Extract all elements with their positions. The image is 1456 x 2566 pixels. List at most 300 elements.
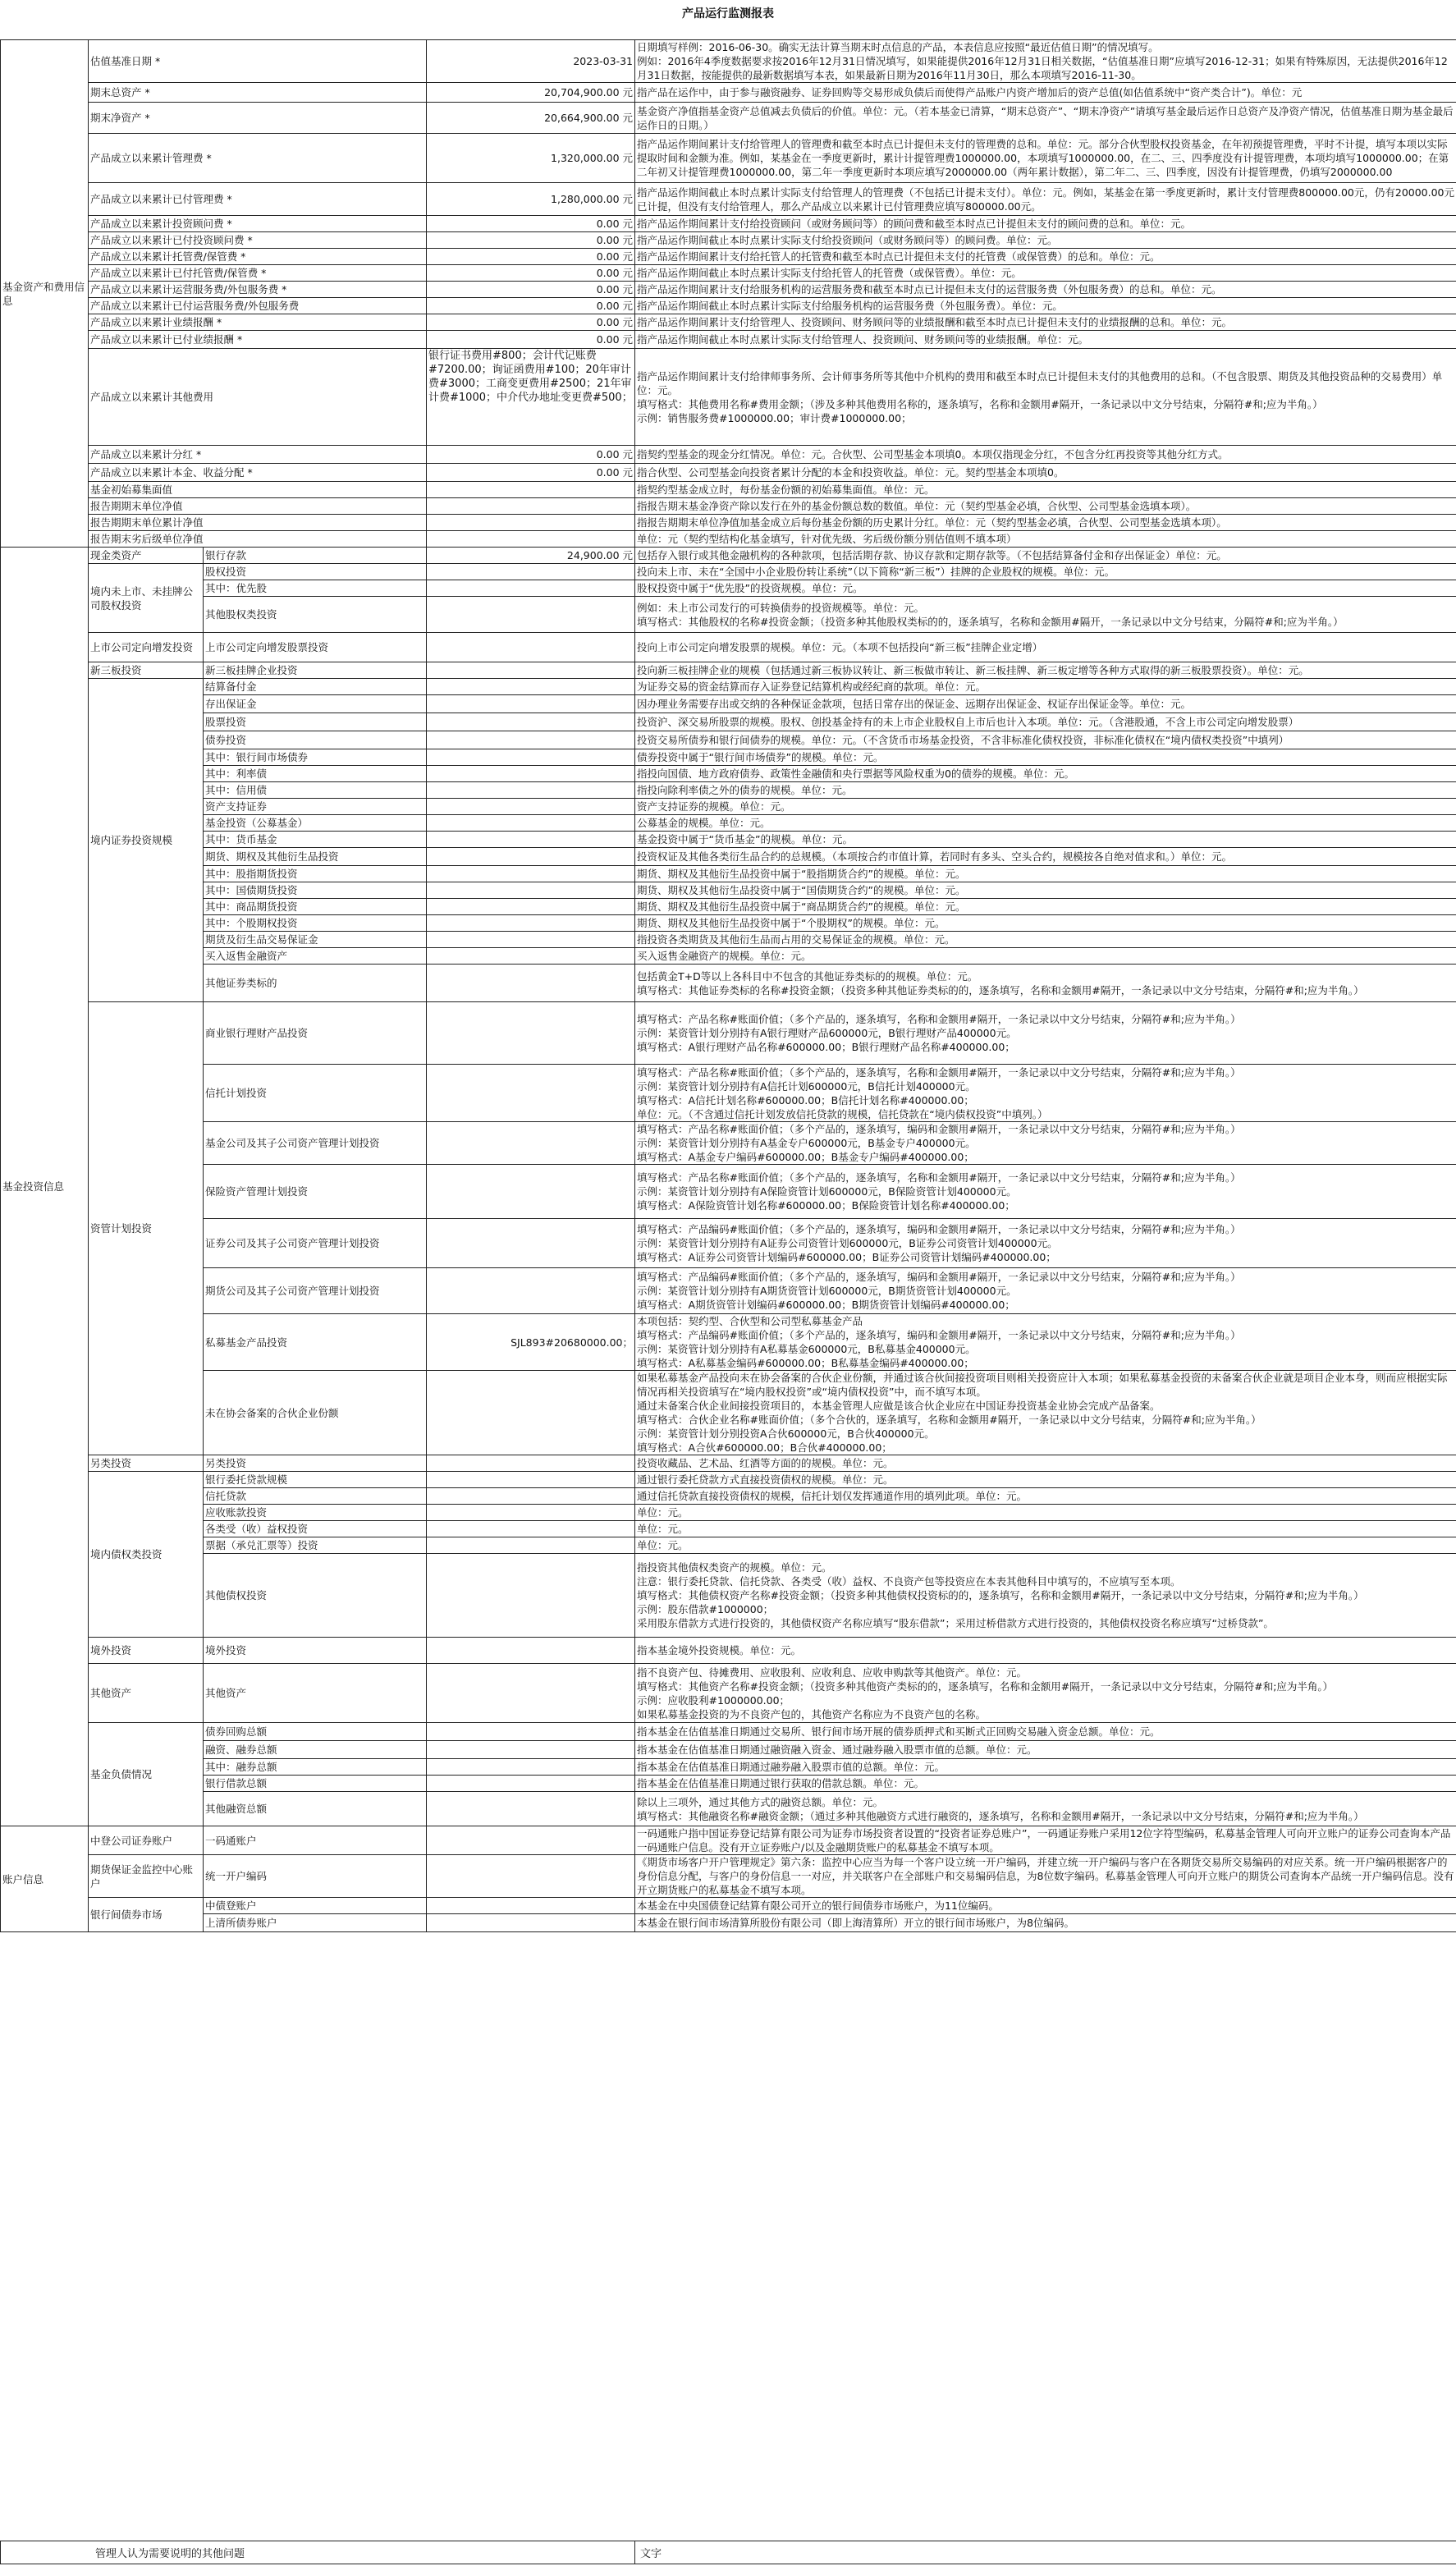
description-text: 投向上市公司定向增发股票的规模。单位：元。（本项不包括投向“新三板”挂牌企业定增） — [637, 641, 1043, 653]
item-value[interactable] — [427, 1371, 635, 1455]
field-description — [635, 40, 1456, 83]
item-name: 期货及衍生品交易保证金 — [204, 932, 427, 948]
data-row — [1, 713, 1456, 731]
item-description — [635, 580, 1456, 597]
item-value[interactable] — [427, 1488, 635, 1505]
item-name: 其中：股指期货投资 — [204, 866, 427, 882]
item-description — [635, 1914, 1456, 1932]
fee-row — [1, 216, 1456, 232]
item-value[interactable] — [427, 782, 635, 799]
section-label: 账户信息 — [1, 1826, 89, 1932]
item-description — [635, 815, 1456, 832]
description-text: 资产支持证券的规模。单位：元。 — [637, 800, 791, 813]
item-value[interactable] — [427, 1122, 635, 1165]
item-description — [635, 882, 1456, 899]
description-text: 指产品运作期间累计支付给托管人的托管费和截至本时点已计提但未支付的托管费（或保管费）的总和。单位：元。 — [637, 250, 1161, 263]
item-name: 存出保证金 — [204, 695, 427, 713]
description-text: 例如：未上市公司发行的可转换债券的投资规模等。单位：元。 填写格式：其他股权的名称#投资金额；（投资多种其他股权类标的的，逐条填写，名称和金额用#隔开，一条记录以中文分号结束，分隔符#和;应为半角。） — [637, 601, 1344, 628]
description-text: 填写格式：产品编码#账面价值；（多个产品的，逐条填写，编码和金额用#隔开，一条记录以中文分号结束，分隔符#和;应为半角。） 示例：某资管计划分别持有A期货资管计划600000元，B期货资管计划400000元。 填写格式：A期货资管计划编码#600000.00；B期货资管计划编码#400000.00； — [637, 1271, 1241, 1311]
item-description — [635, 662, 1456, 679]
description-text: 指报告期末基金净资产除以发行在外的基金份额总数的数值。单位：元（契约型基金必填，合伙型、公司型基金选填本项）。 — [637, 500, 1197, 512]
item-value[interactable] — [427, 932, 635, 948]
data-row — [1, 1537, 1456, 1554]
item-value[interactable] — [427, 1759, 635, 1776]
item-description — [635, 1759, 1456, 1776]
description-text: 股权投资中属于“优先股”的投资规模。单位：元。 — [637, 582, 863, 594]
item-name: 银行借款总额 — [204, 1776, 427, 1792]
description-text: 填写格式：产品名称#账面价值；（多个产品的，逐条填写，编码和金额用#隔开，一条记录以中文分号结束，分隔符#和;应为半角。） 示例：某资管计划分别持有A基金专户600000元，B基金专户400000元。 填写格式：A基金专户编码#600000.00；B基金专户编码#400000.00； — [637, 1123, 1241, 1163]
field-description — [635, 249, 1456, 265]
data-row — [1, 1472, 1456, 1488]
item-name: 债券投资 — [204, 731, 427, 749]
footer-label: 管理人认为需要说明的其他问题 — [1, 2541, 635, 2564]
data-row — [1, 1638, 1456, 1664]
field-value[interactable]: 0.00 元 — [427, 232, 635, 249]
description-text: 因办理业务需要存出或交纳的各种保证金款项，包括日常存出的保证金、远期存出保证金、权证存出保证金等。单位：元。 — [637, 698, 1192, 710]
data-row — [1, 848, 1456, 866]
group-label: 境内债权类投资 — [89, 1472, 204, 1638]
item-value[interactable] — [427, 899, 635, 915]
description-text: 指契约型基金的现金分红情况。单位：元。合伙型、公司型基金本项填0。本项仅指现金分红，不包含分红再投资等其他分红方式。 — [637, 448, 1229, 461]
field-name: 产品成立以来累计已付投资顾问费 * — [89, 232, 427, 249]
item-description — [635, 1122, 1456, 1165]
group-label: 期货保证金监控中心账户 — [89, 1855, 204, 1898]
field-value[interactable]: 0.00 元 — [427, 446, 635, 464]
item-description — [635, 1826, 1456, 1855]
item-value[interactable] — [427, 1776, 635, 1792]
fee-row — [1, 531, 1456, 548]
item-description — [635, 1314, 1456, 1371]
item-name: 私募基金产品投资 — [204, 1314, 427, 1371]
field-description — [635, 531, 1456, 548]
group-label: 其他资产 — [89, 1664, 204, 1723]
data-row — [1, 1505, 1456, 1521]
data-row — [1, 564, 1456, 580]
field-value[interactable]: 0.00 元 — [427, 282, 635, 298]
group-label: 另类投资 — [89, 1455, 204, 1472]
field-description — [635, 464, 1456, 482]
item-value[interactable] — [427, 564, 635, 580]
data-row — [1, 815, 1456, 832]
item-description — [635, 749, 1456, 766]
field-name: 期末总资产 * — [89, 83, 427, 103]
item-description — [635, 597, 1456, 633]
report-title: 产品运行监测报表 — [682, 7, 774, 21]
group-label: 境外投资 — [89, 1638, 204, 1664]
data-row — [1, 1914, 1456, 1932]
item-value[interactable] — [427, 915, 635, 932]
data-row — [1, 1898, 1456, 1914]
field-value[interactable]: 20,704,900.00 元 — [427, 83, 635, 103]
section-label: 基金投资信息 — [1, 548, 89, 1826]
data-row — [1, 915, 1456, 932]
item-value[interactable] — [427, 815, 635, 832]
description-text: 指本基金在估值基准日期通过银行获取的借款总额。单位：元。 — [637, 1777, 925, 1789]
item-name: 基金公司及其子公司资产管理计划投资 — [204, 1122, 427, 1165]
description-text: 期货、期权及其他衍生品投资中属于“个股期权”的规模。单位：元。 — [637, 917, 945, 929]
data-row — [1, 1002, 1456, 1065]
item-name: 银行存款 — [204, 548, 427, 564]
item-value[interactable] — [427, 633, 635, 662]
field-description — [635, 446, 1456, 464]
description-text: 指产品运作期间截止本时点累计实际支付给管理人、投资顾问、财务顾问等的业绩报酬。单位：元。 — [637, 333, 1089, 346]
data-row — [1, 965, 1456, 1002]
fee-row — [1, 183, 1456, 216]
group-label: 资管计划投资 — [89, 1002, 204, 1455]
item-description — [635, 1723, 1456, 1741]
description-text: 为证券交易的资金结算而存入证券登记结算机构或经纪商的款项。单位：元。 — [637, 680, 987, 693]
item-value[interactable] — [427, 832, 635, 848]
data-row — [1, 597, 1456, 633]
item-value[interactable] — [427, 1638, 635, 1664]
data-row — [1, 1759, 1456, 1776]
item-description — [635, 713, 1456, 731]
item-description — [635, 1554, 1456, 1638]
data-row — [1, 782, 1456, 799]
field-value[interactable]: 20,664,900.00 元 — [427, 103, 635, 134]
item-value[interactable] — [427, 1664, 635, 1723]
field-value[interactable] — [427, 531, 635, 548]
item-description — [635, 766, 1456, 782]
item-name: 银行委托贷款规模 — [204, 1472, 427, 1488]
data-row — [1, 548, 1456, 564]
data-row — [1, 1165, 1456, 1219]
item-value[interactable] — [427, 1505, 635, 1521]
description-text: 指合伙型、公司型基金向投资者累计分配的本金和投资收益。单位：元。契约型基金本项填0。 — [637, 466, 1065, 479]
fee-row — [1, 40, 1456, 83]
data-row — [1, 948, 1456, 965]
data-row — [1, 662, 1456, 679]
item-value[interactable]: 24,900.00 元 — [427, 548, 635, 564]
item-name: 其中：信用债 — [204, 782, 427, 799]
item-value[interactable] — [427, 597, 635, 633]
field-name: 产品成立以来累计托管费/保管费 * — [89, 249, 427, 265]
item-description — [635, 1505, 1456, 1521]
item-value[interactable] — [427, 882, 635, 899]
description-text: 投资收藏品、艺术品、红酒等方面的的规模。单位：元。 — [637, 1457, 894, 1469]
data-row — [1, 695, 1456, 713]
field-name: 产品成立以来累计分红 * — [89, 446, 427, 464]
description-text: 指产品运作期间截止本时点累计实际支付给服务机构的运营服务费（外包服务费）。单位：元。 — [637, 300, 1063, 312]
item-value[interactable] — [427, 1268, 635, 1314]
description-text: 日期填写样例：2016-06-30。确实无法计算当期末时点信息的产品，本表信息应按照“最近估值日期”的情况填写。 例如：2016年4季度数据要求按2016年12月31日情况填写，如果能提供2016年12月31日相关数据，“估值基准日期”应填写2016-12-31；如果有特殊原因，无法提供2016年12月31日数据，按能提供的最新数据填写本表，如果最新日期为2016年11月30日，那么本项填写2016-11-30。 — [637, 41, 1448, 81]
field-name: 产品成立以来累计业绩报酬 * — [89, 314, 427, 331]
data-row — [1, 1554, 1456, 1638]
description-text: 指产品运作期间截止本时点累计实际支付给投资顾问（或财务顾问等）的顾问费。单位：元。 — [637, 234, 1058, 246]
item-value[interactable] — [427, 1002, 635, 1065]
item-description — [635, 1065, 1456, 1122]
item-value[interactable] — [427, 1219, 635, 1268]
item-name: 买入返售金融资产 — [204, 948, 427, 965]
item-value[interactable] — [427, 1065, 635, 1122]
item-name: 证券公司及其子公司资产管理计划投资 — [204, 1219, 427, 1268]
item-description — [635, 832, 1456, 848]
description-text: 填写格式：产品名称#账面价值；（多个产品的，逐条填写，名称和金额用#隔开，一条记录以中文分号结束，分隔符#和;应为半角。） 示例：某资管计划分别持有A银行理财产品600000元，B银行理财产品400000元。 填写格式：A银行理财产品名称#600000.00；B银行理财产品名称#400000.00； — [637, 1013, 1241, 1053]
item-description — [635, 1371, 1456, 1455]
item-description — [635, 1165, 1456, 1219]
description-text: 买入返售金融资产的规模。单位：元。 — [637, 950, 812, 962]
field-name: 产品成立以来累计运营服务费/外包服务费 * — [89, 282, 427, 298]
field-value[interactable]: 0.00 元 — [427, 216, 635, 232]
item-name: 中债登账户 — [204, 1898, 427, 1914]
description-text: 指本基金在估值基准日期通过融券融入股票市值的总额。单位：元。 — [637, 1761, 945, 1773]
item-name: 统一开户编码 — [204, 1855, 427, 1898]
description-text: 单位：元（契约型结构化基金填写，针对优先级、劣后级份额分别估值则不填本项） — [637, 533, 1017, 545]
fee-row — [1, 515, 1456, 531]
description-text: 填写格式：产品名称#账面价值；（多个产品的，逐条填写，名称和金额用#隔开，一条记录以中文分号结束，分隔符#和;应为半角。） 示例：某资管计划分别持有A信托计划600000元，B信托计划400000元。 填写格式：A信托计划名称#600000.00；B信托计划名称#400000.00； 单位：元。（不含通过信托计划发放信托贷款的规模，信托贷款在“境内债权投资”中填列。） — [637, 1065, 1241, 1120]
item-name: 保险资产管理计划投资 — [204, 1165, 427, 1219]
description-text: 投资交易所债券和银行间债券的规模。单位：元。（不含货币市场基金投资，不含非标准化债权投资，非标准化债权在“境内债权类投资”中填列） — [637, 734, 1289, 746]
description-text: 指不良资产包、待摊费用、应收股利、应收利息、应收申购款等其他资产。单位：元。 填写格式：其他资产名称#投资金额；（投资多种其他资产类标的的，逐条填写，名称和金额用#隔开，一条记录以中文分号结束，分隔符#和;应为半角。） 示例：应收股利#1000000.00； 如果私募基金投资的为不良资产包的，其他资产名称应为不良资产包的名称。 — [637, 1666, 1334, 1721]
item-name: 其中：个股期权投资 — [204, 915, 427, 932]
field-description — [635, 349, 1456, 446]
fee-row — [1, 265, 1456, 282]
description-text: 本基金在银行间市场清算所股份有限公司（即上海清算所）开立的银行间市场账户，为8位编码。 — [637, 1917, 1074, 1929]
description-text: 投向未上市、未在“全国中小企业股份转让系统”（以下简称“新三板”）挂牌的企业股权的规模。单位：元。 — [637, 566, 1115, 578]
description-text: 指投向国债、地方政府债券、政策性金融债和央行票据等风险权重为0的债券的规模。单位：元。 — [637, 768, 1074, 780]
field-description — [635, 331, 1456, 349]
footer-table — [0, 2541, 1456, 2564]
field-name: 产品成立以来累计已付管理费 * — [89, 183, 427, 216]
fee-row — [1, 446, 1456, 464]
item-name: 其中：商品期货投资 — [204, 899, 427, 915]
description-text: 除以上三项外，通过其他方式的融资总额。单位：元。 填写格式：其他融资名称#融资金额；（通过多种其他融资方式进行融资的，逐条填写，名称和金额用#隔开，一条记录以中文分号结束，分隔符#和;应为半角。） — [637, 1795, 1364, 1822]
field-value[interactable]: 1,280,000.00 元 — [427, 183, 635, 216]
fee-row — [1, 482, 1456, 498]
description-text: 单位：元。 — [637, 1506, 689, 1519]
field-name: 报告期期末单位累计净值 — [89, 515, 427, 531]
data-row — [1, 882, 1456, 899]
item-value[interactable] — [427, 1855, 635, 1898]
data-row — [1, 799, 1456, 815]
description-text: 指产品运作期间累计支付给投资顾问（或财务顾问等）的顾问费和截至本时点已计提但未支付的顾问费的总和。单位：元。 — [637, 218, 1192, 230]
item-description — [635, 866, 1456, 882]
item-description — [635, 695, 1456, 713]
item-description — [635, 1855, 1456, 1898]
item-name: 信托计划投资 — [204, 1065, 427, 1122]
data-row — [1, 766, 1456, 782]
description-text: 包括存入银行或其他金融机构的各种款项，包括活期存款、协议存款和定期存款等。（不包括结算备付金和存出保证金）单位：元。 — [637, 549, 1227, 561]
item-value[interactable] — [427, 713, 635, 731]
description-text: 如果私募基金产品投向未在协会备案的合伙企业份额，并通过该合伙间接投资项目则相关投资应计入本项；如果私募基金投资的未备案合伙企业就是项目企业本身，则而应根据实际情况再相关投资填写在“境内股权投资”或“境内债权投资”中，而不填写本项。 通过未备案合伙企业间接投资项目的，本基金管理人应做是该合伙企业应在中国证券投资基金业协会完成产品备案。 填写格式：合伙企业名称#账面价值；（多个合伙的，逐条填写，名称和金额用#隔开，一条记录以中文分号结束，分隔符#和;应为半角。） 示例：某资管计划分别投资A合伙600000元，B合伙400000元。 填写格式：A合伙#600000.00；B合伙#400000.00； — [637, 1372, 1448, 1454]
data-row — [1, 580, 1456, 597]
data-row — [1, 1314, 1456, 1371]
item-name: 其中：利率债 — [204, 766, 427, 782]
description-text: 包括黄金T+D等以上各科目中不包含的其他证券类标的的规模。单位：元。 填写格式：其他证券类标的名称#投资金额；（投资多种其他证券类标的的，逐条填写，名称和金额用#隔开，一条记录以中文分号结束，分隔符#和;应为半角。） — [637, 969, 1364, 997]
item-value[interactable] — [427, 1914, 635, 1932]
footer-value: 文字 — [635, 2541, 1456, 2564]
field-value[interactable] — [427, 482, 635, 498]
field-description — [635, 498, 1456, 515]
description-text: 指投向除利率债之外的债券的规模。单位：元。 — [637, 784, 853, 796]
item-name: 新三板挂牌企业投资 — [204, 662, 427, 679]
fee-row — [1, 134, 1456, 183]
item-description — [635, 548, 1456, 564]
description-text: 指产品运作期间累计支付给管理人的管理费和截至本时点已计提但未支付的管理费的总和。单位：元。部分合伙型股权投资基金，在年初预提管理费，平时不计提，填写本项以实际提取时间和金额为准。例如，某基金在一季度更新时，累计计提管理费1000000.00，本项填写1000000.00，在二、三、四季度没有计提管理费，本项均填写1000000.00；在第二年初又计提管理费1000000.00，第二年一季度更新时本项应填写2000000.00（两年累计数据），第二年二、三、四季度，因没有计提管理费，仍填写2000000.00 — [637, 138, 1449, 178]
item-value[interactable] — [427, 662, 635, 679]
field-value[interactable]: 0.00 元 — [427, 298, 635, 314]
group-label: 基金负债情况 — [89, 1723, 204, 1826]
field-name: 基金初始募集面值 — [89, 482, 427, 498]
data-row — [1, 1792, 1456, 1826]
item-name: 资产支持证券 — [204, 799, 427, 815]
item-value[interactable] — [427, 679, 635, 695]
field-description — [635, 282, 1456, 298]
data-row — [1, 1122, 1456, 1165]
item-description — [635, 1537, 1456, 1554]
field-value[interactable]: 银行证书费用#800；会计代记账费#7200.00；询证函费用#100；20年审计费#3000；工商变更费用#2500；21年审计费#1000；中介代办地址变更费#500； — [427, 349, 635, 446]
item-value[interactable] — [427, 1792, 635, 1826]
data-row — [1, 1723, 1456, 1741]
data-row — [1, 731, 1456, 749]
field-name: 产品成立以来累计投资顾问费 * — [89, 216, 427, 232]
item-name: 境外投资 — [204, 1638, 427, 1664]
field-value[interactable]: 0.00 元 — [427, 464, 635, 482]
item-name: 基金投资（公募基金） — [204, 815, 427, 832]
field-value[interactable]: 0.00 元 — [427, 265, 635, 282]
item-name: 另类投资 — [204, 1455, 427, 1472]
item-name: 未在协会备案的合伙企业份额 — [204, 1371, 427, 1455]
item-value[interactable] — [427, 766, 635, 782]
item-value[interactable] — [427, 731, 635, 749]
item-value[interactable] — [427, 1165, 635, 1219]
item-description — [635, 948, 1456, 965]
item-description — [635, 633, 1456, 662]
field-description — [635, 482, 1456, 498]
description-text: 填写格式：产品编码#账面价值；（多个产品的，逐条填写，编码和金额用#隔开，一条记录以中文分号结束，分隔符#和;应为半角。） 示例：某资管计划分别持有A证券公司资管计划600000元，B证券公司资管计划400000元。 填写格式：A证券公司资管计划编码#600000.00；B证券公司资管计划编码#400000.00； — [637, 1223, 1241, 1263]
item-description — [635, 782, 1456, 799]
item-value[interactable] — [427, 799, 635, 815]
fee-row — [1, 249, 1456, 265]
field-value[interactable]: 0.00 元 — [427, 331, 635, 349]
field-value[interactable] — [427, 498, 635, 515]
item-value[interactable]: SJL893#20680000.00； — [427, 1314, 635, 1371]
field-value[interactable]: 0.00 元 — [427, 249, 635, 265]
item-name: 其他证券类标的 — [204, 965, 427, 1002]
item-description — [635, 1664, 1456, 1723]
item-value[interactable] — [427, 1455, 635, 1472]
item-name: 股票投资 — [204, 713, 427, 731]
data-row — [1, 832, 1456, 848]
fee-row — [1, 464, 1456, 482]
field-name: 期末净资产 * — [89, 103, 427, 134]
description-text: 单位：元。 — [637, 1539, 689, 1551]
field-name: 产品成立以来累计已付业绩报酬 * — [89, 331, 427, 349]
item-name: 其他股权类投资 — [204, 597, 427, 633]
item-value[interactable] — [427, 1723, 635, 1741]
item-name: 融资、融券总额 — [204, 1741, 427, 1759]
fee-row — [1, 331, 1456, 349]
data-row — [1, 866, 1456, 882]
section-label: 基金资产和费用信息 — [1, 40, 89, 548]
item-value[interactable] — [427, 1898, 635, 1914]
description-text: 指产品运作期间截止本时点累计实际支付给托管人的托管费（或保管费）。单位：元。 — [637, 267, 1022, 279]
group-label: 现金类资产 — [89, 548, 204, 564]
description-text: 指报告期期末单位净值加基金成立后每份基金份额的历史累计分红。单位：元（契约型基金必填，合伙型、公司型基金选填本项）。 — [637, 516, 1227, 529]
item-value[interactable] — [427, 1521, 635, 1537]
data-row — [1, 1455, 1456, 1472]
item-name: 其他融资总额 — [204, 1792, 427, 1826]
field-description — [635, 183, 1456, 216]
item-description — [635, 1488, 1456, 1505]
fee-row — [1, 282, 1456, 298]
item-value[interactable] — [427, 580, 635, 597]
item-value[interactable] — [427, 1826, 635, 1855]
item-description — [635, 1638, 1456, 1664]
description-text: 通过信托贷款直接投资债权的规模，信托计划仅发挥通道作用的填列此项。单位：元。 — [637, 1490, 1028, 1502]
item-value[interactable] — [427, 1554, 635, 1638]
field-name: 报告期期末单位净值 — [89, 498, 427, 515]
field-description — [635, 265, 1456, 282]
description-text: 投向新三板挂牌企业的规模（包括通过新三板协议转让、新三板做市转让、新三板挂牌、新三板定增等各种方式取得的新三板股票投资）。单位：元。 — [637, 664, 1309, 676]
description-text: 指投资其他债权类资产的规模。单位：元。 注意：银行委托贷款、信托贷款、各类受（收）益权、不良资产包等投资应在本表其他科目中填写的，不应填写至本项。 填写格式：其他债权资产名称#投资金额；（投资多种其他债权投资标的的，逐条填写，名称和金额用#隔开，一条记录以中文分号结束，分隔符#和;应为半角。） 示例：股东借款#1000000； 采用股东借款方式进行投资的，其他债权资产名称应填写“股东借款”；采用过桥借款方式进行投资的，其他债权投资名称应填写“过桥贷款”。 — [637, 1561, 1364, 1629]
description-text: 指本基金在估值基准日期通过交易所、银行间市场开展的债券质押式和买断式正回购交易融入资金总额。单位：元。 — [637, 1725, 1161, 1738]
description-text: 期货、期权及其他衍生品投资中属于“商品期货合约”的规模。单位：元。 — [637, 900, 966, 913]
data-row — [1, 679, 1456, 695]
item-value[interactable] — [427, 1741, 635, 1759]
item-value[interactable] — [427, 848, 635, 866]
item-description — [635, 1002, 1456, 1065]
field-description — [635, 83, 1456, 103]
fee-row — [1, 103, 1456, 134]
description-text: 指本基金在估值基准日期通过融资融入资金、通过融券融入股票市值的总额。单位：元。 — [637, 1744, 1037, 1756]
group-label: 银行间债券市场 — [89, 1898, 204, 1932]
description-text: 一码通账户指中国证券登记结算有限公司为证券市场投资者设置的“投资者证券总账户”，一码通证券账户采用12位字符型编码，私募基金管理人可向开立账户的证券公司查询本产品一码通账户信息。没有开立证券账户/以及金融期货账户的私募基金不填写本项。 — [637, 1827, 1451, 1853]
description-text: 指产品运作期间累计支付给服务机构的运营服务费和截至本时点已计提但未支付的运营服务费（外包服务费）的总和。单位：元。 — [637, 283, 1222, 296]
item-value[interactable] — [427, 866, 635, 882]
group-label: 上市公司定向增发投资 — [89, 633, 204, 662]
field-description — [635, 103, 1456, 134]
fee-row — [1, 83, 1456, 103]
field-description — [635, 134, 1456, 183]
item-description — [635, 1219, 1456, 1268]
item-description — [635, 848, 1456, 866]
item-value[interactable] — [427, 695, 635, 713]
item-value[interactable] — [427, 948, 635, 965]
field-description — [635, 515, 1456, 531]
item-value[interactable] — [427, 749, 635, 766]
field-value[interactable]: 1,320,000.00 元 — [427, 134, 635, 183]
field-description — [635, 232, 1456, 249]
field-value[interactable]: 0.00 元 — [427, 314, 635, 331]
report-table — [0, 39, 1456, 1932]
item-name: 其中：银行间市场债券 — [204, 749, 427, 766]
item-name: 期货公司及其子公司资产管理计划投资 — [204, 1268, 427, 1314]
description-text: 指投资各类期货及其他衍生品而占用的交易保证金的规模。单位：元。 — [637, 933, 955, 946]
field-name: 产品成立以来累计管理费 * — [89, 134, 427, 183]
description-text: 指产品运作期间累计支付给管理人、投资顾问、财务顾问等的业绩报酬和截至本时点已计提但未支付的业绩报酬的总和。单位：元。 — [637, 316, 1233, 328]
data-row — [1, 1219, 1456, 1268]
description-text: 单位：元。 — [637, 1523, 689, 1535]
item-value[interactable] — [427, 965, 635, 1002]
description-text: 本项包括：契约型、合伙型和公司型私募基金产品 填写格式：产品编码#账面价值；（多个产品的，逐条填写，编码和金额用#隔开，一条记录以中文分号结束，分隔符#和;应为半角。） 示例：某资管计划分别持有A私募基金600000元，B私募基金400000元。 填写格式：A私募基金编码#600000.00；B私募基金编码#400000.00； — [637, 1315, 1241, 1369]
field-name: 估值基准日期 * — [89, 40, 427, 83]
item-value[interactable] — [427, 1537, 635, 1554]
item-name: 商业银行理财产品投资 — [204, 1002, 427, 1065]
data-row — [1, 932, 1456, 948]
item-description — [635, 965, 1456, 1002]
item-value[interactable] — [427, 1472, 635, 1488]
item-description — [635, 799, 1456, 815]
item-name: 一码通账户 — [204, 1826, 427, 1855]
field-value[interactable] — [427, 515, 635, 531]
fee-row — [1, 498, 1456, 515]
group-label: 中登公司证券账户 — [89, 1826, 204, 1855]
data-row — [1, 1371, 1456, 1455]
item-description — [635, 1741, 1456, 1759]
field-value[interactable]: 2023-03-31 — [427, 40, 635, 83]
item-name: 应收账款投资 — [204, 1505, 427, 1521]
